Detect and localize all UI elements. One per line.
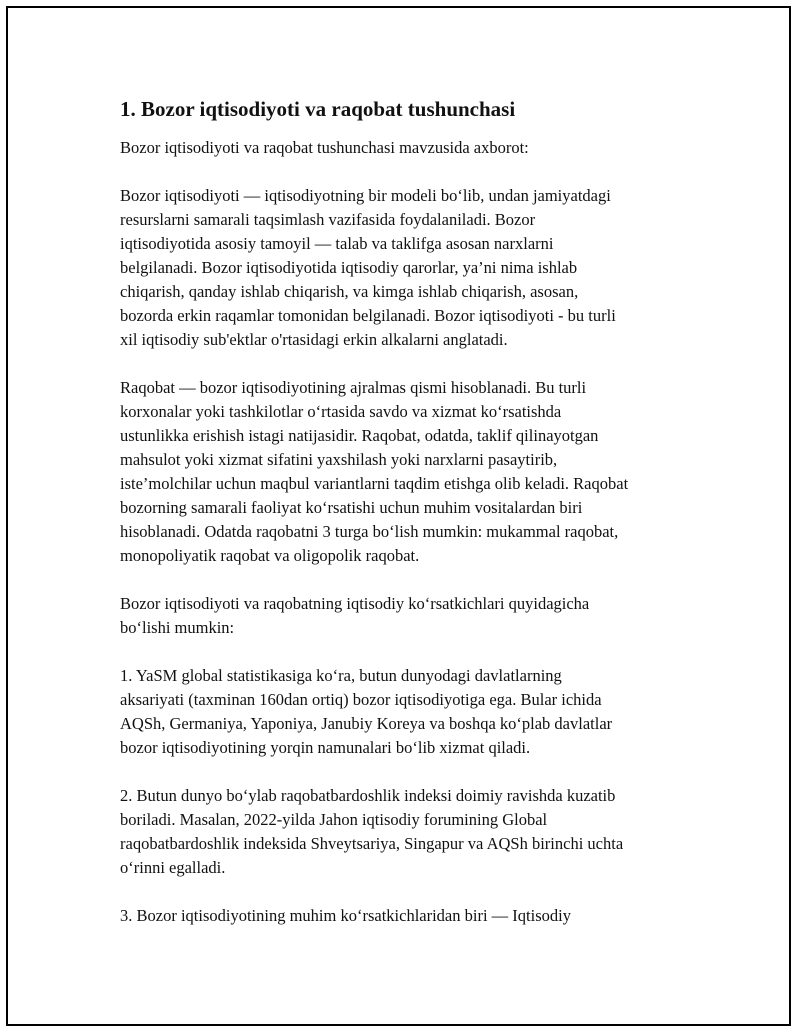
intro-paragraph: Bozor iqtisodiyoti va raqobat tushunchasi mavzusida axborot:	[120, 138, 529, 157]
indicators-intro-paragraph: Bozor iqtisodiyoti va raqobatning iqtisodiy koʻrsatkichlari quyidagicha boʻlishi mumkin:	[120, 594, 590, 637]
market-economy-paragraph: Bozor iqtisodiyoti — iqtisodiyotning bir modeli boʻlib, undan jamiyatdagi resurslarni samarali taqsimlash vazifasida foydalaniladi. Bozor iqtisodiyotida asosiy tamoyil — talab va taklifga asosan narxlarni belgilanadi. Bozor iqtisodiyotida iqtisodiy qarorlar, ya’ni nima ishlab chiqarish, qanday ishlab chiqarish, va kimga ishlab chiqarish, asosan, bozorda erkin raqamlar tomonidan belgilanadi. Bozor iqtisodiyoti - bu turli xil iqtisodiy sub'ektlar o'rtasidagi erkin alkalarni anglatadi.	[120, 186, 616, 349]
page-frame	[6, 6, 791, 1026]
document-title: 1. Bozor iqtisodiyoti va raqobat tushunchasi	[120, 97, 516, 121]
indicator-item-3: 3. Bozor iqtisodiyotining muhim koʻrsatkichlaridan biri — Iqtisodiy	[120, 906, 571, 925]
indicator-item-2: 2. Butun dunyo boʻylab raqobatbardoshlik indeksi doimiy ravishda kuzatib boriladi. Masalan, 2022-yilda Jahon iqtisodiy forumining Global raqobatbardoshlik indeksida Shveytsariya, Singapur va AQSh birinchi uchta oʻrinni egalladi.	[120, 786, 624, 877]
indicator-item-1: 1. YaSM global statistikasiga koʻra, butun dunyodagi davlatlarning aksariyati (taxminan 160dan ortiq) bozor iqtisodiyotiga ega. Bular ichida AQSh, Germaniya, Yaponiya, Janubiy Koreya va boshqa koʻplab davlatlar bozor iqtisodiyotining yorqin namunalari boʻlib xizmat qiladi.	[120, 666, 613, 757]
document-body	[120, 96, 690, 952]
competition-paragraph: Raqobat — bozor iqtisodiyotining ajralmas qismi hisoblanadi. Bu turli korxonalar yoki tashkilotlar oʻrtasida savdo va xizmat koʻrsatishda ustunlikka erishish istagi natijasidir. Raqobat, odatda, taklif qilinayotgan mahsulot yoki xizmat sifatini yaxshilash yoki narxlarni pasaytirib, iste’molchilar uchun maqbul variantlarni taqdim etishga olib keladi. Raqobat bozorning samarali faoliyat koʻrsatishi uchun muhim vositalardan biri hisoblanadi. Odatda raqobatni 3 turga boʻlish mumkin: mukammal raqobat, monopoliyatik raqobat va oligopolik raqobat.	[120, 378, 629, 565]
